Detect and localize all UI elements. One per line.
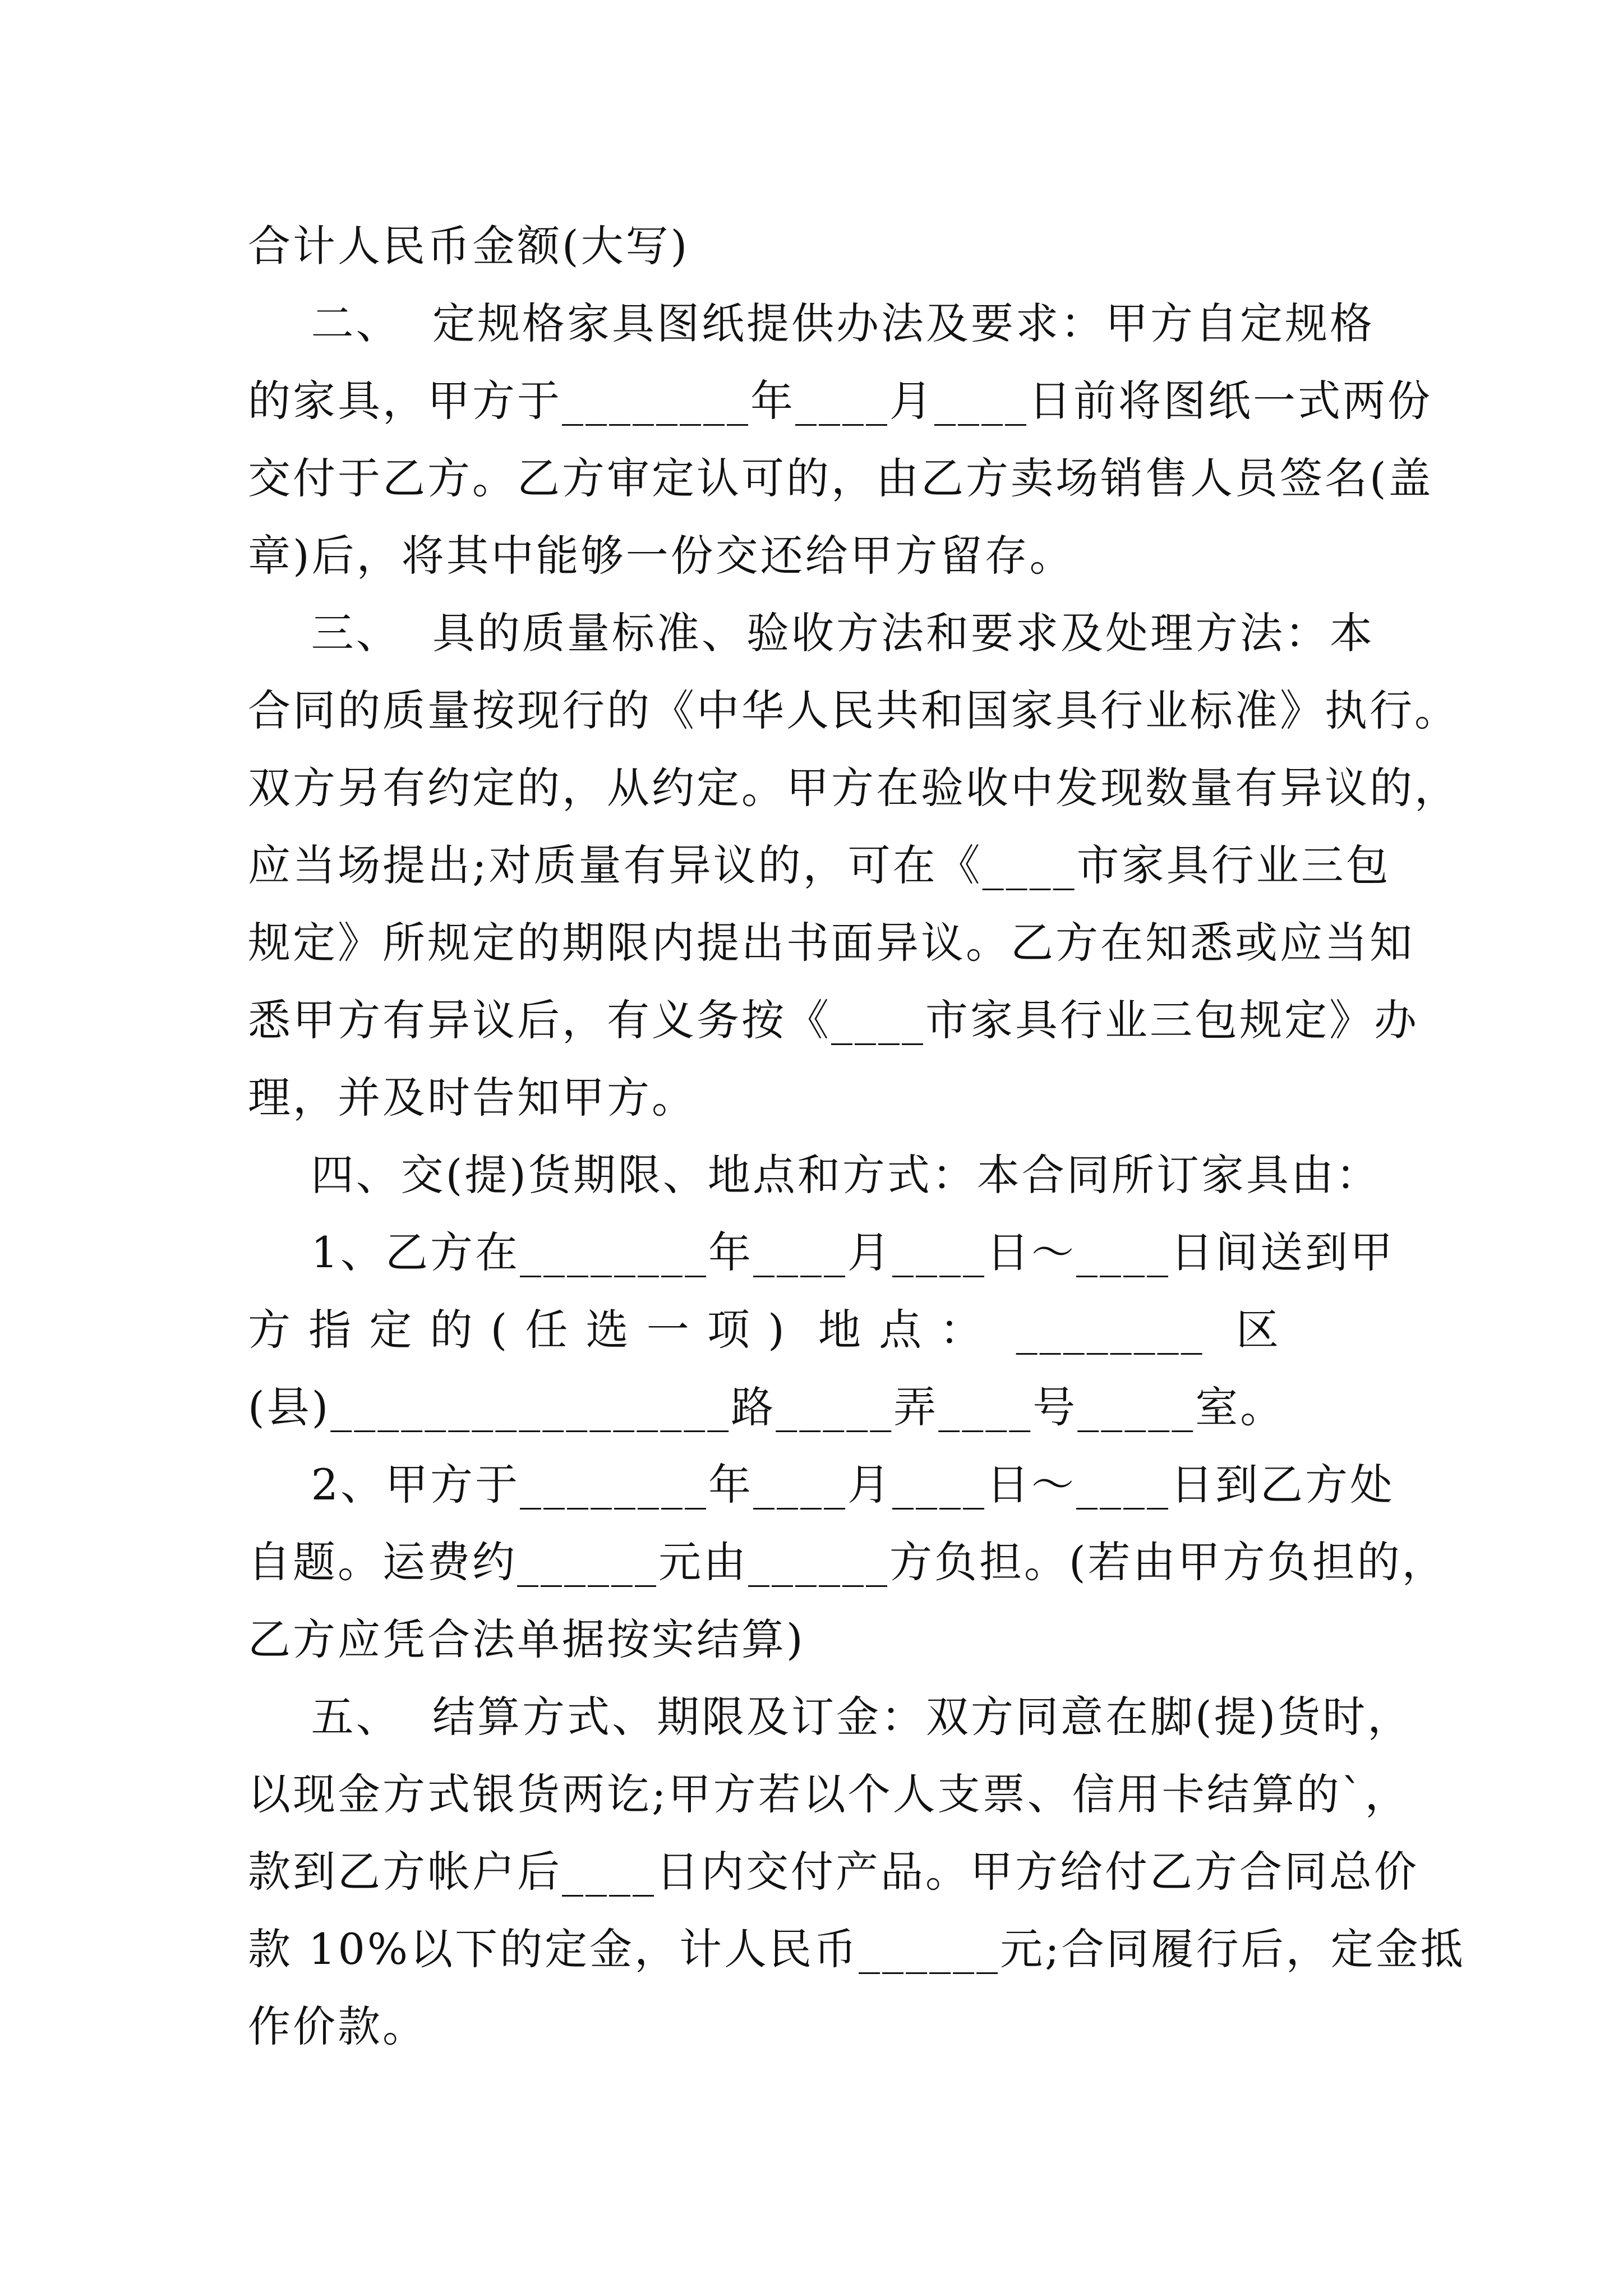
text-line: 二、 定规格家具图纸提供办法及要求：甲方自定规格 bbox=[248, 298, 1375, 348]
text-line: 自题。运费约______元由______方负担。(若由甲方负担的， bbox=[248, 1537, 1447, 1587]
text-line: 悉甲方有异议后，有义务按《____市家具行业三包规定》办 bbox=[248, 995, 1419, 1045]
text-line: 理，并及时告知甲方。 bbox=[248, 1073, 697, 1122]
text-line: 三、 具的质量标准、验收方法和要求及处理方法：本 bbox=[248, 608, 1375, 658]
text-line: 的家具，甲方于________年____月____日前将图纸一式两份 bbox=[248, 376, 1432, 426]
text-line: 规定》所规定的期限内提出书面异议。乙方在知悉或应当知 bbox=[248, 918, 1414, 968]
text-line: 双方另有约定的，从约定。甲方在验收中发现数量有异议的， bbox=[248, 763, 1459, 813]
text-line: 合同的质量按现行的《中华人民共和国家具行业标准》执行。 bbox=[248, 685, 1459, 735]
text-line: 五、 结算方式、期限及订金：双方同意在脚(提)货时， bbox=[248, 1692, 1413, 1742]
text-line: 合计人民币金额(大写) bbox=[248, 221, 690, 271]
text-line: 2、甲方于________年____月____日～____日到乙方处 bbox=[248, 1460, 1395, 1510]
text-line: 四、交(提)货期限、地点和方式：本合同所订家具由： bbox=[248, 1150, 1381, 1200]
text-line: 乙方应凭合法单据按实结算) bbox=[248, 1614, 805, 1664]
text-line: 1、乙方在________年____月____日～____日间送到甲 bbox=[248, 1227, 1395, 1277]
text-line: 交付于乙方。乙方审定认可的，由乙方卖场销售人员签名(盖 bbox=[248, 453, 1433, 503]
text-line: 章)后，将其中能够一份交还给甲方留存。 bbox=[248, 531, 1075, 581]
text-line: 作价款。 bbox=[248, 2001, 427, 2051]
text-line: 款 10%以下的定金，计人民币______元;合同履行后，定金抵 bbox=[248, 1924, 1465, 1974]
text-line: 方 指 定 的 ( 任 选 一 项 ) 地 点 ： ________ 区 bbox=[248, 1305, 1281, 1355]
text-line: 应当场提出;对质量有异议的，可在《____市家具行业三包 bbox=[248, 840, 1391, 890]
text-line: (县)_________________路_____弄____号_____室。 bbox=[248, 1382, 1285, 1432]
contract-body bbox=[248, 208, 1465, 2065]
text-line: 以现金方式银货两讫;甲方若以个人支票、信用卡结算的`， bbox=[248, 1769, 1410, 1819]
text-line: 款到乙方帐户后____日内交付产品。甲方给付乙方合同总价 bbox=[248, 1847, 1419, 1897]
